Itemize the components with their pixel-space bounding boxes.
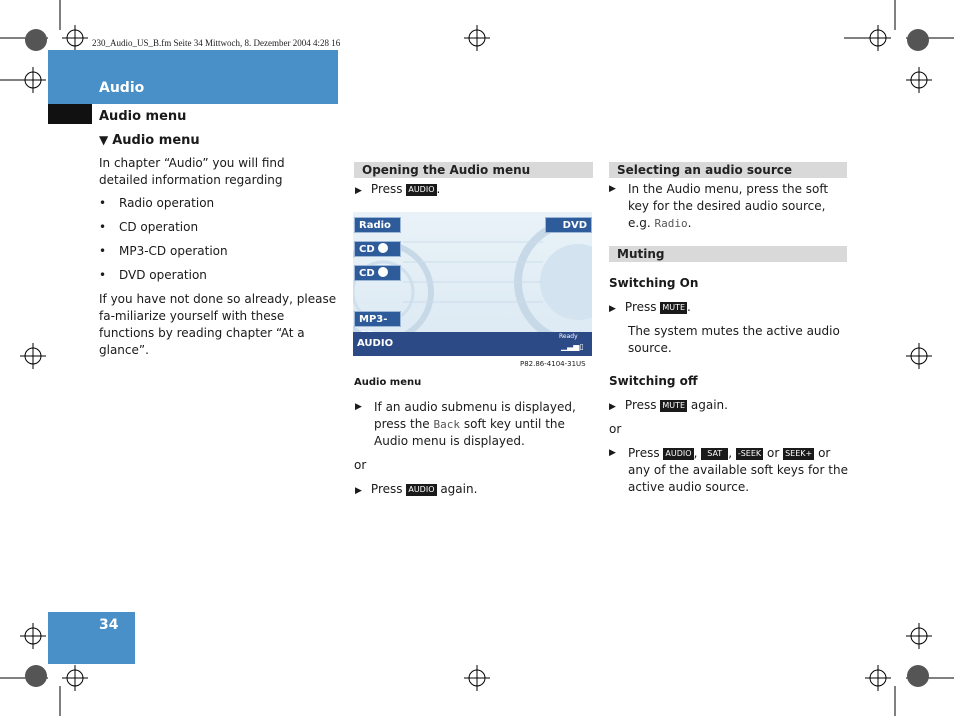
page-number-block bbox=[48, 612, 135, 664]
sub-heading: Audio menu bbox=[99, 109, 187, 124]
arrow-bullet-icon: ▶ bbox=[609, 184, 616, 194]
chapter-title: Audio bbox=[99, 80, 145, 96]
screen-status-bar bbox=[353, 332, 592, 356]
arrow-bullet-icon: ▶ bbox=[355, 186, 362, 196]
chapter-header bbox=[48, 50, 338, 104]
radio-softkey: Radio bbox=[354, 217, 401, 233]
arrow-bullet-icon: ▶ bbox=[609, 304, 616, 314]
bullet-list bbox=[99, 196, 228, 292]
section-bar-selecting: Selecting an audio source bbox=[609, 162, 847, 178]
audio-key: AUDIO bbox=[408, 185, 435, 194]
section-bar-muting: Muting bbox=[609, 246, 847, 262]
mp3-softkey: MP3- bbox=[354, 311, 401, 327]
mute-description: The system mutes the active audio source. bbox=[628, 324, 840, 355]
file-info-line: 230_Audio_US_B.fm Seite 34 Mittwoch, 8. Dezember 2004 4:28 16 bbox=[92, 38, 341, 48]
select-source-step: ▶ In the Audio menu, press the soft key for the desired audio source, e.g. Radio. bbox=[609, 182, 829, 230]
figure-caption: Audio menu bbox=[354, 377, 422, 388]
outro-text: If you have not done so already, please fa-miliarize yourself with these functions by reading chapter “At a glance”. bbox=[99, 292, 337, 357]
step-press-keys: ▶ Press AUDIO , SAT , -SEEK or SEEK+ or any of the available soft keys for the active audio source. bbox=[609, 446, 848, 494]
list-item: • CD operation bbox=[99, 220, 199, 234]
cd-softkey: CD bbox=[354, 265, 401, 281]
chapter-tab bbox=[48, 104, 92, 124]
arrow-bullet-icon: ▶ bbox=[355, 486, 362, 496]
status-label: AUDIO bbox=[357, 338, 394, 349]
mute-key: MUTE bbox=[662, 303, 686, 312]
step-press-mute-again: ▶ Press MUTE again. bbox=[609, 398, 728, 412]
dvd-softkey: DVD bbox=[545, 217, 592, 233]
cd-disc-icon bbox=[378, 267, 388, 277]
section-bar-opening: Opening the Audio menu bbox=[354, 162, 593, 178]
cd-softkey: CD bbox=[354, 241, 401, 257]
switching-off-heading: Switching off bbox=[609, 374, 698, 388]
step-press-audio: ▶ Press AUDIO . bbox=[355, 182, 441, 196]
step-press-audio-again: ▶ Press AUDIO again. bbox=[355, 482, 478, 496]
image-code: P82.86-4104-31US bbox=[520, 360, 586, 368]
section-heading bbox=[99, 133, 200, 148]
list-item: • DVD operation bbox=[99, 268, 207, 282]
section-heading-label: Audio menu bbox=[112, 133, 200, 148]
triangle-icon: ▼ bbox=[99, 133, 109, 147]
cd-disc-icon bbox=[378, 243, 388, 253]
page-number: 34 bbox=[99, 617, 119, 633]
audio-menu-screen bbox=[353, 212, 592, 356]
arrow-bullet-icon: ▶ bbox=[609, 402, 616, 412]
list-item: • Radio operation bbox=[99, 196, 215, 210]
switching-on-heading: Switching On bbox=[609, 276, 699, 290]
intro-text: In chapter “Audio” you will find detailed information regarding bbox=[99, 156, 285, 187]
step-back: ▶ If an audio submenu is displayed, press the Back soft key until the Audio menu is displayed. bbox=[355, 400, 576, 448]
arrow-bullet-icon: ▶ bbox=[355, 402, 362, 412]
arrow-bullet-icon: ▶ bbox=[609, 448, 616, 458]
signal-strength-icon: ▁▃▅▯ bbox=[561, 342, 584, 351]
step-press-mute: ▶ Press MUTE . bbox=[609, 300, 691, 314]
or-text-right: or bbox=[609, 422, 622, 436]
ready-label: Ready bbox=[559, 333, 578, 340]
or-text: or bbox=[354, 458, 367, 472]
list-item: • MP3-CD operation bbox=[99, 244, 228, 258]
